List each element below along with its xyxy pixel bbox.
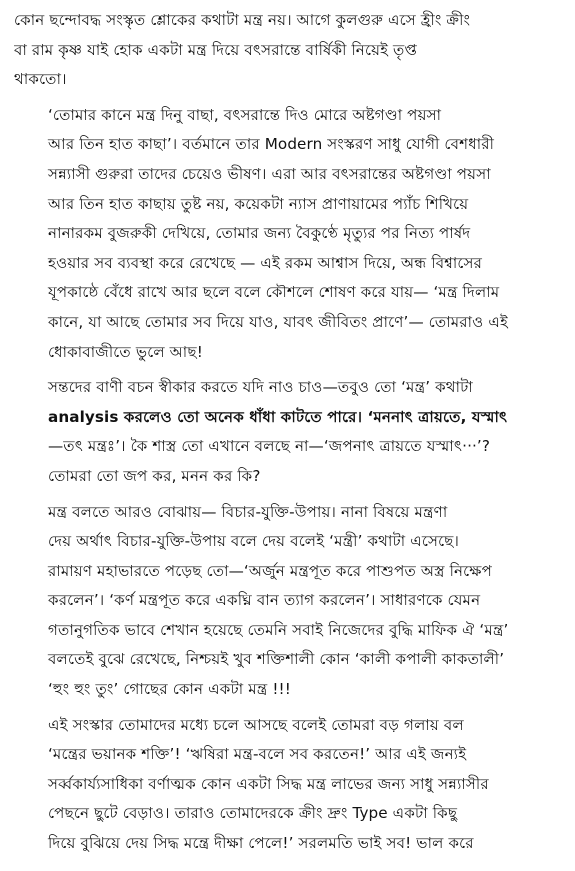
text-line: ‘তোমার কানে মন্ত্র দিনু বাছা, বৎসরান্তে দিও মোরে অষ্টগণ্ডা পয়সা [48, 105, 442, 124]
text-line: মন্ত্র বলতে আরও বোঝায়— বিচার-যুক্তি-উপায়। নানা বিষয়ে মন্ত্রণা [48, 502, 448, 521]
text-line: ‘মন্ত্রের ভয়ানক শক্তি’! ‘ঋষিরা মন্ত্র-বলে সব করতেন!’ আর এই জন্যই [48, 745, 467, 764]
text-line: আর তিন হাত কাছায় তুষ্ট নয়, কয়েকটা ন্যাস প্রাণায়ামের প্যাঁচ শিখিয়ে [48, 194, 469, 213]
text-line: এই সংস্কার তোমাদের মধ্যে চলে আসছে বলেই তোমরা বড় গলায় বল [48, 715, 464, 734]
text-line: পেছনে ছুটে বেড়াও। তারাও তোমাদেরকে ক্রীং দ্রুং Type একটা কিছু [48, 804, 458, 823]
text-line: রামায়ণ মহাভারতে পড়েছ তো—‘অর্জুন মন্ত্রপূত করে পাশুপত অস্ত্র নিক্ষেপ [48, 561, 493, 580]
text-line: —তৎ মন্ত্রঃ’। কৈ শাস্ত্র তো এখানে বলছে না—‘জপনাৎ ত্রায়তে যস্মাৎ···’? [48, 437, 491, 456]
text-line: গতানুগতিক ভাবে শেখান হয়েছে তেমনি সবাই নিজেদের বুদ্ধি মাফিক ঐ ‘মন্ত্র’ [48, 620, 509, 639]
text-line: সন্ন্যাসী গুরুরা তাদের চেয়েও ভীষণ। এরা আর বৎসরান্তের অষ্টগণ্ডা পয়সা [48, 164, 491, 183]
text-line: যূপকাষ্ঠে বেঁধে রাখে আর ছলে বলে কৌশলে শোষণ করে যায়— ‘মন্ত্র দিলাম [48, 283, 500, 302]
text-line: কানে, যা আছে তোমার সব দিয়ে যাও, যাবৎ জীবিতং প্রাণে’— তোমরাও এই [48, 312, 508, 331]
text-line: সন্তদের বাণী বচন স্বীকার করতে যদি নাও চাও—তবুও তো ‘মন্ত্র’ কথাটা [48, 378, 473, 397]
paragraph [14, 711, 562, 859]
text-line: দেয় অর্থাৎ বিচার-যুক্তি-উপায় বলে দেয় বলেই ‘মন্ত্রী’ কথাটা এসেছে। [48, 532, 460, 551]
document-page [14, 6, 562, 865]
text-line: বলতেই বুঝে রেখেছে, নিশ্চয়ই খুব শক্তিশালী কোন ‘কালী কপালী কাকতালী’ [48, 650, 505, 669]
paragraph [14, 498, 562, 705]
text-line: বা রাম কৃষ্ণ যাই হোক একটা মন্ত্র দিয়ে বৎসরান্তে বার্ষিকী নিয়েই তৃপ্ত [14, 40, 418, 59]
paragraph [14, 6, 562, 95]
text-line: ধোকাবাজীতে ভুলে আছ! [48, 342, 203, 361]
text-line: নানারকম বুজরুকী দেখিয়ে, তোমার জন্য বৈকুণ্ঠে মৃত্যুর পর নিত্য পার্ষদ [48, 224, 471, 243]
text-line: আর তিন হাত কাছা’। বর্তমানে তার Modern সংস্করণ সাধু যোগী বেশধারী [48, 135, 495, 154]
text-line: করলেন’। ‘কর্ণ মন্ত্রপূত করে একঘ্নি বান ত্যাগ করলেন’। সাধারণকে যেমন [48, 591, 481, 610]
text-line: দিয়ে বুঝিয়ে দেয় সিদ্ধ মন্ত্রে দীক্ষা পেলে!’ সরলমতি ভাই সব! ভাল করে [48, 834, 474, 853]
text-line: হওয়ার সব ব্যবস্থা করে রেখেছে — এই রকম আশ্বাস দিয়ে, অন্ধ বিশ্বাসের [48, 253, 483, 272]
text-line: analysis করলেও তো অনেক ধাঁধা কাটতে পারে। ‘মননাৎ ত্রায়তে, যস্মাৎ [48, 407, 508, 426]
text-line: কোন ছন্দোবদ্ধ সংস্কৃত শ্লোকের কথাটা মন্ত্র নয়। আগে কুলগুরু এসে হ্রীং ক্রীং [14, 11, 471, 29]
paragraph [14, 101, 562, 367]
text-line: সর্ব্বকার্য্যসাধিকা বর্ণাত্মক কোন একটা সিদ্ধ মন্ত্র লাভের জন্য সাধু সন্ন্যাসীর [48, 774, 489, 793]
paragraph [14, 373, 562, 491]
text-line: তোমরা তো জপ কর, মনন কর কি? [48, 466, 261, 485]
text-line: ‘হুং হুং তুং’ গোছের কোন একটা মন্ত্র !!! [48, 680, 291, 699]
text-line: থাকতো। [14, 70, 67, 89]
